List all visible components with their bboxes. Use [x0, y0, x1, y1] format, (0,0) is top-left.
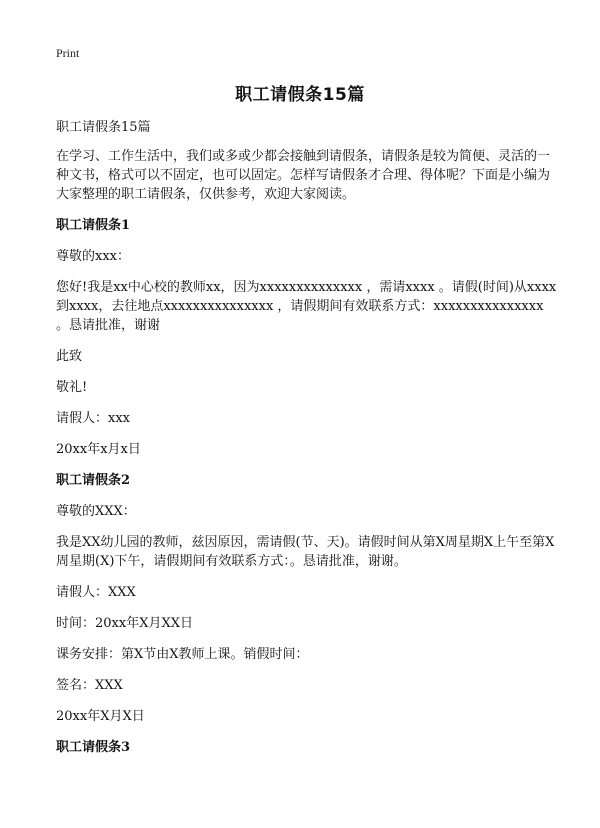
document-title: 职工请假条15篇 [235, 85, 365, 105]
section-heading: 职工请假条2 [56, 473, 131, 488]
leave-note-section-1 [56, 216, 560, 459]
signature-line: 签名：XXX [56, 678, 123, 693]
intro-paragraph: 在学习、工作生活中，我们或多或少都会接触到请假条，请假条是较为简便、灵活的一种文书，格式可以不固定，也可以固定。怎样写请假条才合理、得体呢？下面是小编为大家整理的职工请假条，仅供参考，欢迎大家阅读。 [56, 149, 551, 202]
letter-body: 我是XX幼儿园的教师，兹因原因，需请假(节、天)。请假时间从第X周星期X上午至第X周星期(X)下午，请假期间有效联系方式：。恳请批准，谢谢。 [56, 535, 555, 569]
closing-line: 此致 [56, 349, 83, 364]
section-heading: 职工请假条3 [56, 740, 131, 755]
print-label: Print [56, 46, 80, 60]
leave-note-section-3 [56, 738, 560, 757]
time-line: 时间：20xx年X月XX日 [56, 616, 193, 631]
salutation: 尊敬的XXX： [56, 504, 136, 519]
document-body [56, 118, 560, 769]
letter-body: 您好!我是xx中心校的教师xx，因为xxxxxxxxxxxxxx ，需请xxxx 。请假(时间)从xxxx到xxxx，去往地点xxxxxxxxxxxxxxx ，请假期间有效联系方式：xxxxxxxxxxxxxxx 。恳请批准，谢谢 [56, 280, 557, 333]
requester-line: 请假人：XXX [56, 585, 136, 600]
date-line: 20xx年X月X日 [56, 709, 145, 724]
course-arrangement-line: 课务安排：第X节由X教师上课。销假时间： [56, 647, 309, 662]
closing-regards: 敬礼! [56, 380, 88, 395]
date-line: 20xx年x月x日 [56, 442, 141, 457]
document-subtitle: 职工请假条15篇 [56, 120, 151, 135]
section-heading: 职工请假条1 [56, 218, 131, 233]
leave-note-section-2 [56, 471, 560, 726]
requester-line: 请假人：xxx [56, 411, 130, 426]
salutation: 尊敬的xxx： [56, 249, 130, 264]
